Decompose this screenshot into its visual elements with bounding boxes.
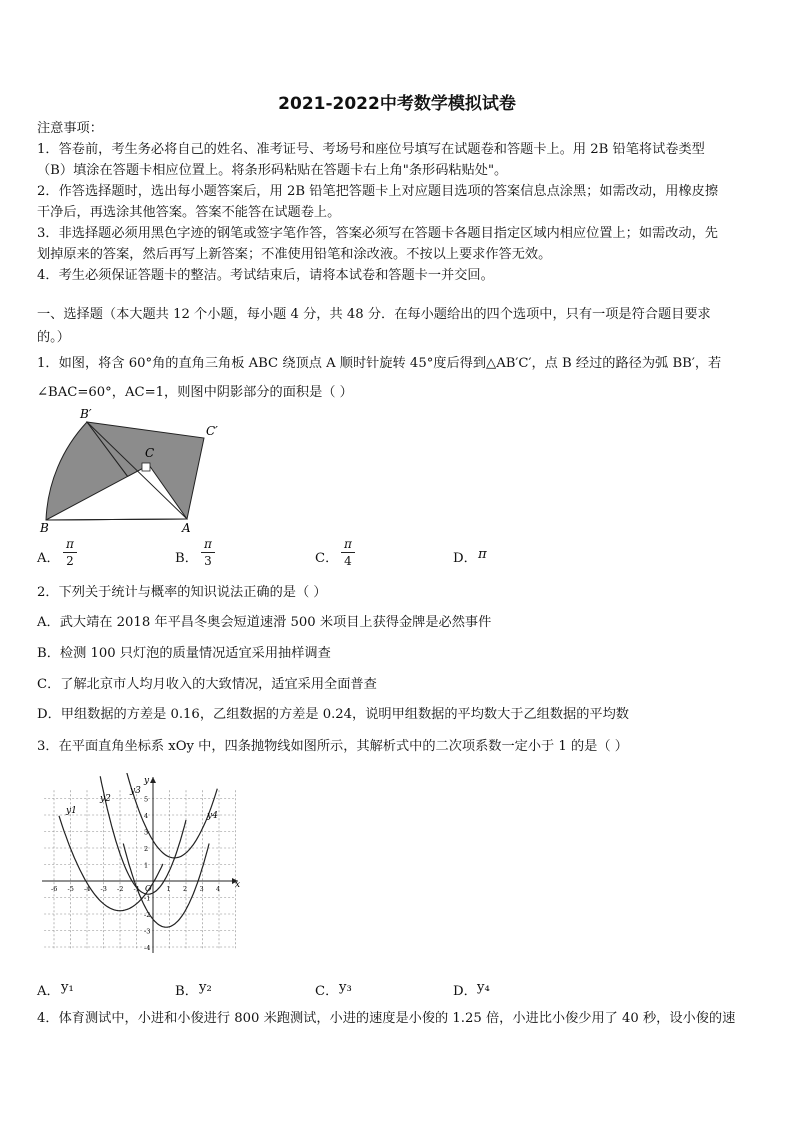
- q2-option-d: D．甲组数据的方差是 0.16，乙组数据的方差是 0.24，说明甲组数据的平均数大于乙组数据的平均数: [37, 707, 629, 722]
- q2-option-c: C．了解北京市人均月收入的大致情况，适宜采用全面普查: [37, 677, 377, 692]
- y-tick-label: -4: [144, 944, 151, 952]
- label-c-prime: C′: [206, 424, 218, 438]
- y-tick-label: -1: [144, 894, 151, 903]
- y-tick-label: 3: [144, 828, 149, 837]
- x-tick-label: 4: [216, 885, 221, 893]
- x-tick-label: 3: [199, 885, 204, 893]
- notice-line: （B）填涂在答题卡相应位置上。将条形码粘贴在答题卡右上角"条形码粘贴处"。: [37, 163, 508, 178]
- question-1-figure: [34, 405, 234, 535]
- question-3-stem: 3．在平面直角坐标系 xOy 中，四条抛物线如图所示，其解析式中的二次项系数一定小于 1 的是（ ）: [37, 739, 628, 754]
- denominator: 3: [204, 554, 212, 568]
- x-tick-label: 1: [166, 885, 171, 893]
- question-1-stem: ∠BAC=60°，AC=1，则图中阴影部分的面积是（ ）: [37, 385, 353, 400]
- notice-line: 1．答卷前，考生务必将自己的姓名、准考证号、考场号和座位号填写在试题卷和答题卡上。用 2B 铅笔将试卷类型: [37, 142, 705, 157]
- question-1-stem: 1．如图，将含 60°角的直角三角板 ABC 绕顶点 A 顺时针旋转 45°度后得到△AB′C′，点 B 经过的路径为弧 BB′，若: [37, 356, 722, 371]
- y-tick-label: -2: [144, 911, 151, 919]
- x-tick-label: -2: [117, 885, 124, 893]
- label-c: C: [145, 446, 155, 460]
- q2-option-a: A．武大靖在 2018 年平昌冬奥会短道速滑 500 米项目上获得金牌是必然事件: [37, 615, 492, 630]
- notice-line: 4．考生必须保证答题卡的整洁。考试结束后，请将本试卷和答题卡一并交回。: [37, 268, 494, 283]
- label-a: A: [182, 521, 191, 535]
- curve-label-y4: y4: [207, 811, 218, 821]
- y-tick-label: 1: [144, 861, 149, 870]
- x-tick-label: -4: [84, 885, 91, 893]
- question-3-graph: [38, 773, 244, 958]
- numerator: π: [344, 537, 352, 551]
- notice-line: 2．作答选择题时，选出每小题答案后，用 2B 铅笔把答题卡上对应题目选项的答案信息点涂黑；如需改动，用橡皮擦: [37, 184, 719, 199]
- page-title: 2021-2022中考数学模拟试卷: [278, 94, 516, 114]
- question-2-stem: 2．下列关于统计与概率的知识说法正确的是（ ）: [37, 585, 327, 600]
- curve-label-y3: y3: [130, 786, 141, 796]
- notice-line: 干净后，再选涂其他答案。答案不能答在试题卷上。: [37, 205, 341, 220]
- x-tick-label: -6: [51, 885, 58, 893]
- denominator: 4: [344, 554, 352, 568]
- notice-line: 3．非选择题必须用黑色字迹的钢笔或签字笔作答，答案必须写在答题卡各题目指定区域内相应位置上；如需改动，先: [37, 226, 718, 241]
- q2-option-b: B．检测 100 只灯泡的质量情况适宜采用抽样调查: [37, 646, 331, 661]
- denominator: 2: [66, 554, 74, 568]
- x-tick-label: -5: [67, 885, 74, 893]
- curve-label-y2: y2: [100, 794, 111, 804]
- y-tick-label: 5: [144, 795, 149, 804]
- curve-label-y1: y1: [66, 806, 77, 816]
- section-header: 的。）: [37, 330, 70, 345]
- y-axis-label: y: [144, 776, 150, 786]
- y-tick-label: 2: [144, 845, 149, 853]
- origin-label: O: [145, 884, 152, 893]
- y-tick-label: -3: [144, 927, 151, 936]
- notice-line: 划掉原来的答案，然后再写上新答案；不准使用铅笔和涂改液。不按以上要求作答无效。: [37, 247, 552, 262]
- x-tick-label: -3: [100, 885, 107, 893]
- label-b: B: [40, 521, 49, 535]
- section-header: 一、选择题（本大题共 12 个小题，每小题 4 分，共 48 分．在每小题给出的四个选项中，只有一项是符合题目要求: [37, 307, 711, 322]
- x-tick-label: -1: [133, 885, 140, 893]
- label-b-prime: B′: [80, 407, 92, 421]
- numerator: π: [204, 537, 212, 551]
- question-4-stem: 4．体育测试中，小进和小俊进行 800 米跑测试，小进的速度是小俊的 1.25 倍，小进比小俊少用了 40 秒，设小俊的速: [37, 1011, 736, 1026]
- x-tick-label: 2: [183, 885, 188, 893]
- y-tick-label: 4: [144, 812, 149, 820]
- numerator: π: [66, 537, 74, 551]
- x-axis-label: x: [235, 880, 241, 890]
- notice-heading: 注意事项：: [37, 121, 103, 136]
